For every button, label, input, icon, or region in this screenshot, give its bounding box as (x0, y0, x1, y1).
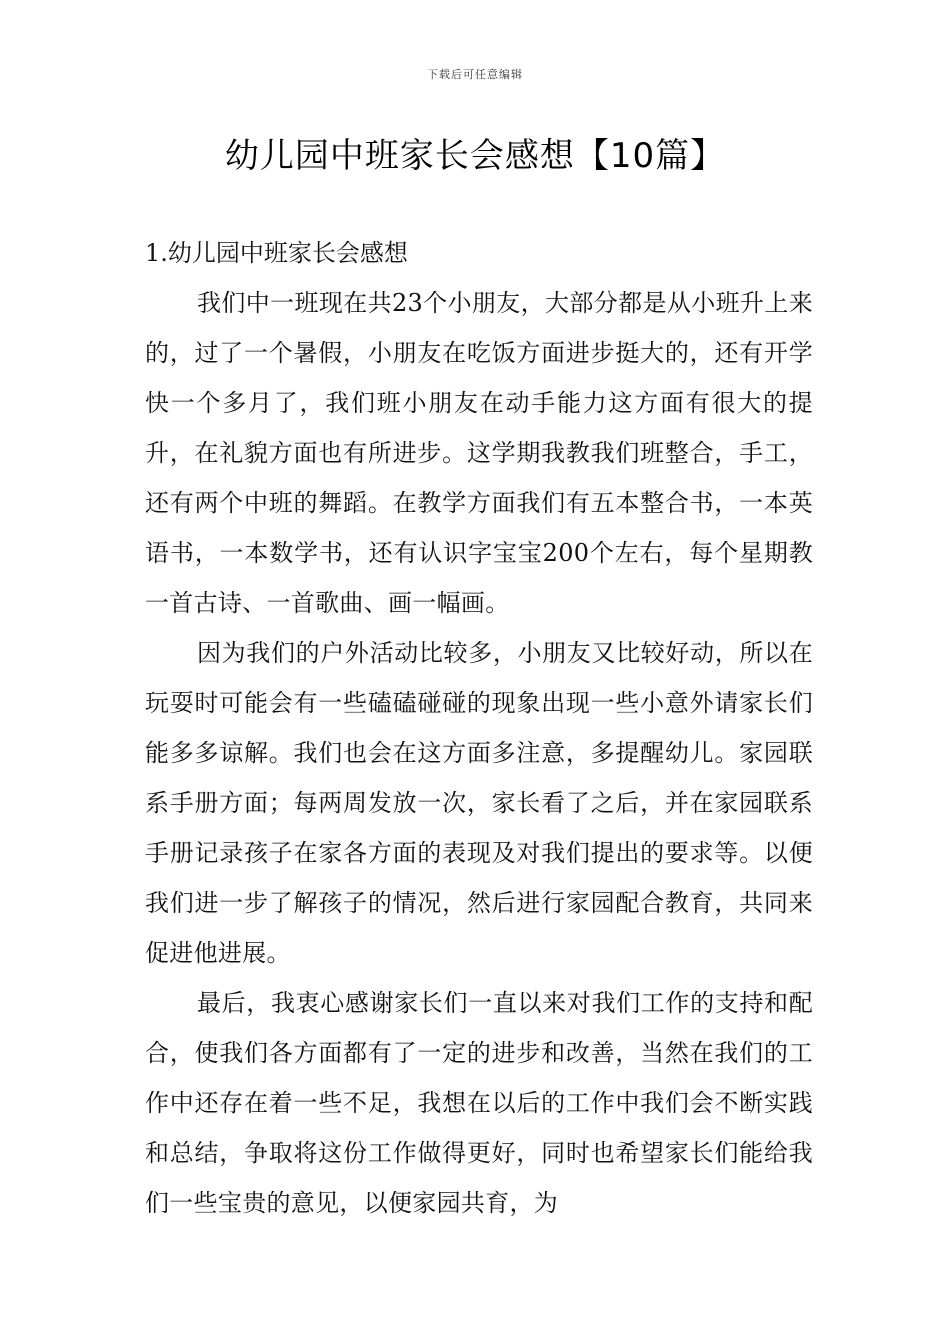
header-note: 下载后可任意编辑 (427, 68, 523, 81)
paragraph: 因为我们的户外活动比较多，小朋友又比较好动，所以在玩耍时可能会有一些磕磕碰碰的现象出现一些小意外请家长们能多多谅解。我们也会在这方面多注意，多提醒幼儿。家园联系手册方面；每两周发放一次，家长看了之后，并在家园联系手册记录孩子在家各方面的表现及对我们提出的要求等。以便我们进一步了解孩子的情况，然后进行家园配合教育，共同来促进他进展。 (145, 639, 813, 967)
paragraph: 我们中一班现在共23个小朋友，大部分都是从小班升上来的，过了一个暑假，小朋友在吃饭方面进步挺大的，还有开学快一个多月了，我们班小朋友在动手能力这方面有很大的提升，在礼貌方面也有所进步。这学期我教我们班整合，手工，还有两个中班的舞蹈。在教学方面我们有五本整合书，一本英语书，一本数学书，还有认识字宝宝200个左右，每个星期教一首古诗、一首歌曲、画一幅画。 (145, 289, 813, 617)
document-body (145, 228, 813, 1228)
section-heading: 1.幼儿园中班家长会感想 (145, 239, 408, 267)
document-title: 幼儿园中班家长会感想【10篇】 (224, 136, 726, 176)
paragraph: 最后，我衷心感谢家长们一直以来对我们工作的支持和配合，使我们各方面都有了一定的进步和改善，当然在我们的工作中还存在着一些不足，我想在以后的工作中我们会不断实践和总结，争取将这份工作做得更好，同时也希望家长们能给我们一些宝贵的意见，以便家园共育，为 (145, 989, 813, 1217)
